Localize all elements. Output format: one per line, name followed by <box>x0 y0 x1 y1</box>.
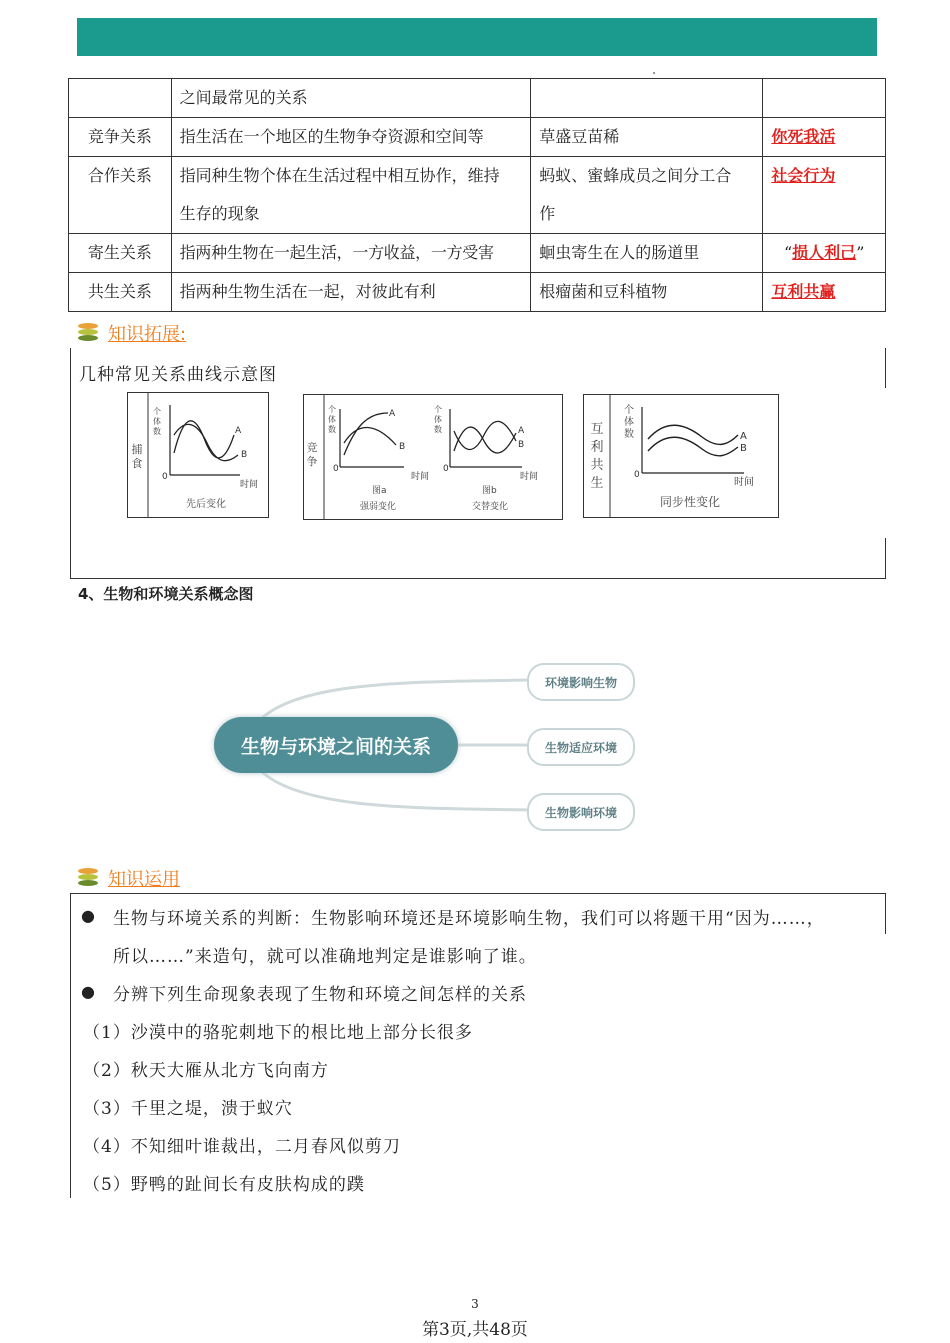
table-cell-example: 草盛豆苗稀 <box>531 118 763 157</box>
panel-subtitle: 交替变化 <box>472 502 509 512</box>
table-cell-phrase <box>763 118 886 157</box>
side-label: 互利共生 <box>590 422 604 491</box>
table-cell-definition <box>171 157 531 234</box>
quote-open: “ <box>783 243 793 262</box>
x-axis-label: 时间 <box>520 472 539 482</box>
table-cell-phrase <box>763 234 886 273</box>
table-cell-phrase <box>763 79 886 118</box>
phrase-text: 损人利己 <box>792 243 857 262</box>
y-axis-label: 个体数 <box>153 407 161 436</box>
table-cell-example: 蛔虫寄生在人的肠道里 <box>531 234 763 273</box>
question-item: （1）沙漠中的骆驼刺地下的根比地上部分长很多 <box>83 1023 473 1043</box>
svg-text:0: 0 <box>634 470 640 480</box>
example-line-1: 蚂蚁、蜜蜂成员之间分工合 <box>539 166 732 185</box>
header-banner <box>77 18 877 56</box>
concept-node-env-affects-life: 环境影响生物 <box>527 663 635 701</box>
x-axis-label: 时间 <box>240 480 259 490</box>
relationship-table <box>68 78 886 312</box>
table-row <box>69 79 886 118</box>
mutualism-panel <box>583 394 779 518</box>
table-cell-phrase <box>763 273 886 312</box>
series-b-label: B <box>740 443 747 454</box>
table-row <box>69 273 886 312</box>
series-b-label: B <box>518 440 525 450</box>
concept-map-connectors <box>0 640 950 880</box>
definition-line-1: 指同种生物个体在生活过程中相互协作，维持 <box>179 166 500 185</box>
question-item: （4）不知细叶谁裁出，二月春风似剪刀 <box>83 1137 401 1157</box>
table-cell-definition: 指两种生物在一起生活，一方收益，一方受害 <box>171 234 531 273</box>
extension-caption: 几种常见关系曲线示意图 <box>79 365 277 385</box>
panel-subtitle: 同步性变化 <box>660 495 721 509</box>
extension-heading <box>78 320 186 346</box>
panel-subtitle: 先后变化 <box>186 499 226 510</box>
side-label: 竞争 <box>306 441 318 468</box>
table-cell-example <box>531 157 763 234</box>
y-axis-label: 个体数 <box>434 405 442 434</box>
application-heading <box>78 865 180 891</box>
table-cell-name: 共生关系 <box>69 273 172 312</box>
series-b-label: B <box>399 442 406 452</box>
table-cell-definition: 指生活在一个地区的生物争夺资源和空间等 <box>171 118 531 157</box>
table-cell-definition: 之间最常见的关系 <box>171 79 531 118</box>
table-cell-name: 合作关系 <box>69 157 172 234</box>
section-heading: 4、生物和环境关系概念图 <box>78 585 254 603</box>
question-item: （3）千里之堤，溃于蚁穴 <box>83 1099 293 1119</box>
phrase-text: 互利共赢 <box>771 282 836 301</box>
table-row <box>69 118 886 157</box>
y-axis-label: 个体数 <box>624 405 634 440</box>
table-row <box>69 234 886 273</box>
layers-icon <box>78 323 98 343</box>
series-a-label: A <box>389 409 396 419</box>
concept-node-life-adapts-env: 生物适应环境 <box>527 728 635 766</box>
svg-text:0: 0 <box>162 472 168 482</box>
question-item: （2）秋天大雁从北方飞向南方 <box>83 1061 329 1081</box>
phrase-text: 社会行为 <box>771 166 836 185</box>
bullet-icon: ● <box>81 982 95 1001</box>
bullet-icon: ● <box>81 906 95 925</box>
y-axis-label: 个体数 <box>328 405 336 434</box>
x-axis-label: 时间 <box>411 472 430 482</box>
application-line: 分辨下列生命现象表现了生物和环境之间怎样的关系 <box>113 985 527 1005</box>
series-b-label: B <box>241 450 248 460</box>
quote-close: ” <box>856 243 865 262</box>
table-cell-name: 寄生关系 <box>69 234 172 273</box>
table-cell-name: 竞争关系 <box>69 118 172 157</box>
svg-text:0: 0 <box>333 464 339 474</box>
figure-label: 图b <box>482 486 497 496</box>
series-a-label: A <box>518 426 525 436</box>
application-box <box>70 893 886 1198</box>
table-cell-definition: 指两种生物生活在一起，对彼此有利 <box>171 273 531 312</box>
speck <box>653 72 655 74</box>
application-line: 生物与环境关系的判断：生物影响环境还是环境影响生物，我们可以将题干用“因为……， <box>113 909 825 929</box>
predation-panel <box>127 392 269 518</box>
page-number: 3 <box>471 1297 479 1311</box>
extension-box <box>70 348 886 579</box>
definition-line-2: 生存的现象 <box>179 204 260 223</box>
table-cell-example: 根瘤菌和豆科植物 <box>531 273 763 312</box>
example-line-2: 作 <box>539 204 556 223</box>
question-item: （5）野鸭的趾间长有皮肤构成的蹼 <box>83 1175 365 1195</box>
svg-text:0: 0 <box>443 464 449 474</box>
layers-icon <box>78 868 98 888</box>
extension-title: 知识拓展: <box>108 324 187 345</box>
table-cell-example <box>531 79 763 118</box>
table-cell-name <box>69 79 172 118</box>
concept-map-center: 生物与环境之间的关系 <box>214 717 458 773</box>
table-row <box>69 157 886 234</box>
side-label: 捕食 <box>131 443 143 470</box>
concept-node-life-affects-env: 生物影响环境 <box>527 793 635 831</box>
series-a-label: A <box>235 426 242 436</box>
page-footer: 第3页,共48页 <box>422 1320 528 1340</box>
table-cell-phrase <box>763 157 886 234</box>
application-line: 所以……”来造句，就可以准确地判定是谁影响了谁。 <box>113 947 537 967</box>
competition-graph <box>304 395 562 519</box>
application-title: 知识运用 <box>108 869 180 890</box>
series-a-label: A <box>740 431 747 442</box>
competition-panel <box>303 394 563 520</box>
figure-label: 图a <box>372 486 387 496</box>
panel-subtitle: 强弱变化 <box>360 502 397 512</box>
phrase-text: 你死我活 <box>771 127 836 146</box>
x-axis-label: 时间 <box>734 477 754 488</box>
